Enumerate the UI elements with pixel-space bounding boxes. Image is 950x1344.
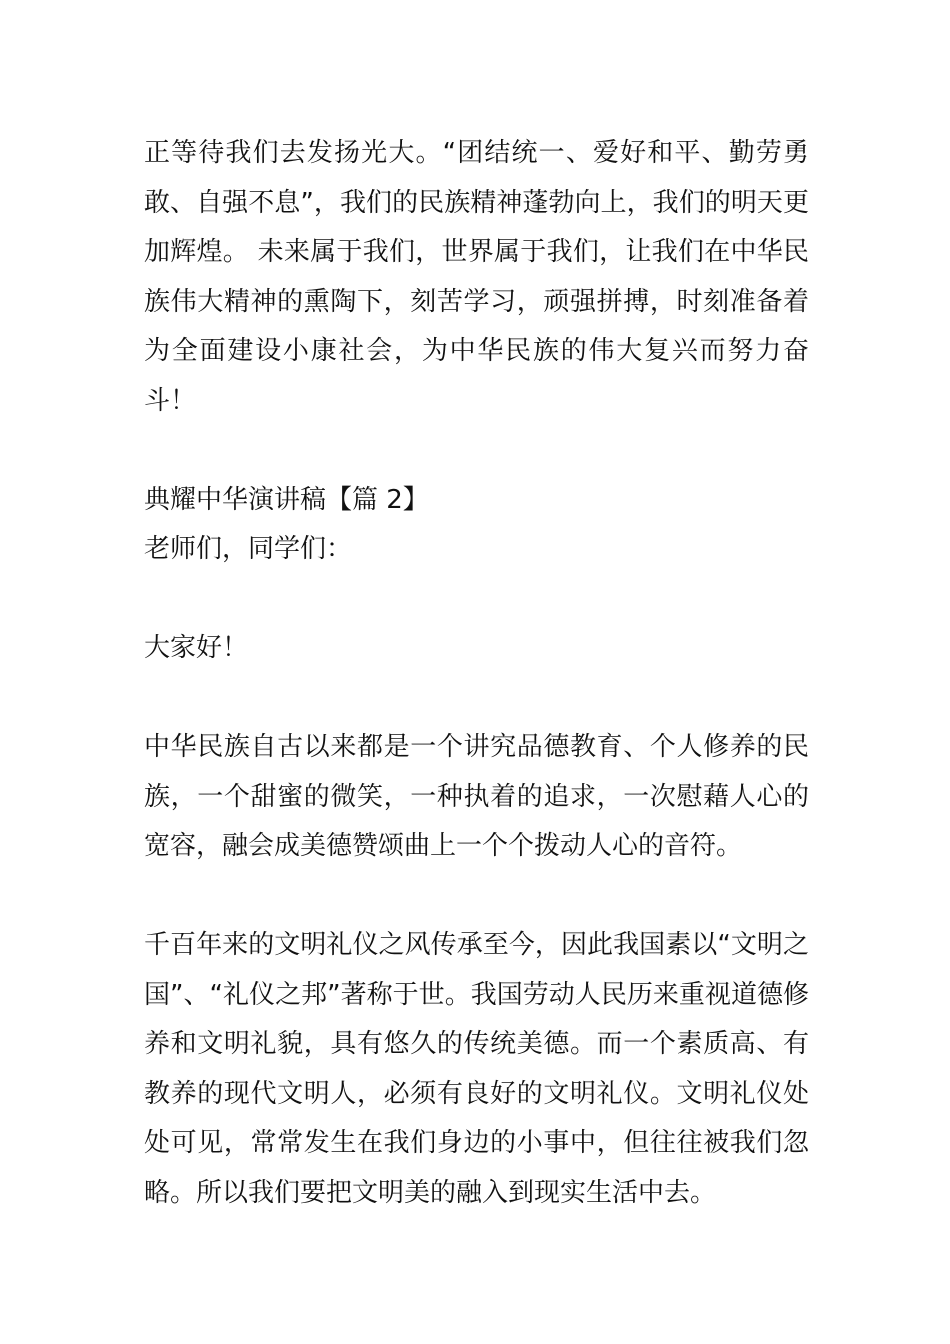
greeting: 大家好！	[144, 633, 249, 663]
salutation: 老师们，同学们：	[144, 534, 353, 564]
paragraph-spacer	[144, 575, 809, 625]
paragraph-spacer	[144, 426, 809, 476]
section-title: 典耀中华演讲稿【篇 2】	[144, 484, 429, 515]
document-body	[144, 129, 809, 1218]
paragraph-etiquette: 千百年来的文明礼仪之风传承至今，因此我国素以“文明之国”、“礼仪之邦”著称于世。我国劳动人民历来重视道德修养和文明礼貌，具有悠久的传统美德。而一个素质高、有教养的现代文明人，必须有良好的文明礼仪。文明礼仪处处可见，常常发生在我们身边的小事中，但往往被我们忽略。所以我们要把文明美的融入到现实生活中去。	[144, 930, 809, 1208]
paragraph-spacer	[144, 674, 809, 724]
paragraph-speech-conclusion: 正等待我们去发扬光大。“团结统一、爱好和平、勤劳勇敢、自强不息”，我们的民族精神蓬勃向上，我们的明天更加辉煌。 未来属于我们，世界属于我们，让我们在中华民族伟大精神的熏陶下，刻苦学习，顽强拼搏，时刻准备着为全面建设小康社会，为中华民族的伟大复兴而努力奋斗！	[144, 138, 809, 416]
paragraph-spacer	[144, 872, 809, 922]
paragraph-virtue: 中华民族自古以来都是一个讲究品德教育、个人修养的民族，一个甜蜜的微笑，一种执着的追求，一次慰藉人心的宽容，融会成美德赞颂曲上一个个拨动人心的音符。	[144, 732, 809, 861]
